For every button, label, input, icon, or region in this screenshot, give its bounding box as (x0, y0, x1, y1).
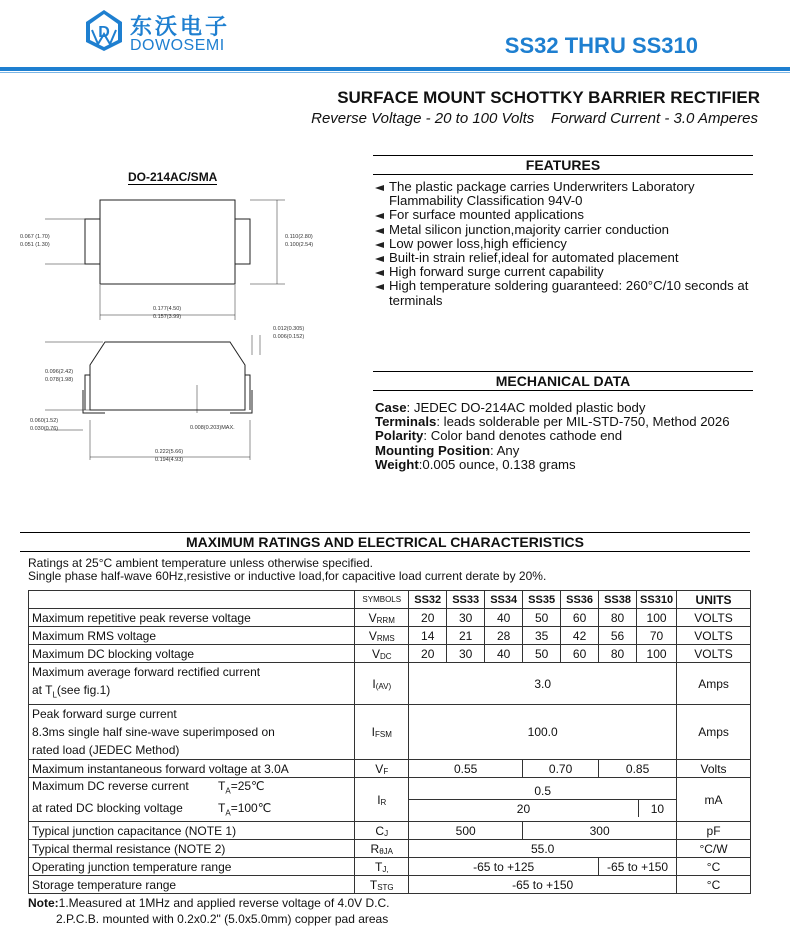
notes (28, 895, 390, 927)
value: 20 (409, 800, 638, 817)
value: 35 (523, 627, 561, 645)
package-label: DO-214AC/SMA (128, 170, 218, 184)
mounting-label: Mounting Position (375, 442, 490, 458)
value: 21 (447, 627, 485, 645)
note-label: Note: (28, 896, 59, 910)
unit: Amps (677, 663, 751, 705)
unit: VOLTS (677, 627, 751, 645)
dim-height-max: 0.110(2.80) (285, 234, 313, 240)
symbol: $T_{STG}$ (355, 876, 409, 894)
value: 100 (637, 645, 677, 663)
param-label: Typical thermal resistance (NOTE 2) (29, 840, 355, 858)
value: -65 to +150 (409, 876, 677, 894)
value: 50 (523, 609, 561, 627)
table-row (29, 627, 751, 645)
symbol: $I_R$ (355, 778, 409, 822)
unit: VOLTS (677, 609, 751, 627)
value: 0.70 (523, 760, 599, 778)
table-row (29, 822, 751, 840)
value: 300 (523, 822, 677, 840)
part-header: SS32 (409, 591, 447, 609)
ratings-table (28, 590, 751, 894)
table-row (29, 609, 751, 627)
feature-item: High temperature soldering guaranteed: 260°C/10 seconds at terminals (375, 279, 765, 307)
feature-item: Built-in strain relief,ideal for automated placement (375, 251, 765, 265)
symbol: $V_{RMS}$ (355, 627, 409, 645)
table-row (29, 876, 751, 894)
dim-lead-min: 0.006(0.152) (273, 334, 305, 340)
symbol: $C_J$ (355, 822, 409, 840)
unit: °C/W (677, 840, 751, 858)
header-rule (0, 67, 790, 71)
dim-standoff: 0.008(0.203)MAX. (190, 425, 235, 431)
value: 28 (485, 627, 523, 645)
weight-text: :0.005 ounce, 0.138 grams (418, 456, 576, 472)
param-label: Operating junction temperature range (29, 858, 355, 876)
part-header: SS34 (485, 591, 523, 609)
value: 0.55 (409, 760, 523, 778)
symbol: $R_{\theta JA}$ (355, 840, 409, 858)
symbol: $V_F$ (355, 760, 409, 778)
weight-label: Weight (375, 456, 419, 472)
value: 100 (637, 609, 677, 627)
dim-lead-max: 0.012(0.305) (273, 326, 305, 332)
param-label: Maximum DC blocking voltage (29, 645, 355, 663)
param-label: Peak forward surge current 8.3ms single half sine-wave superimposed on rated load (JEDEC Method) (29, 705, 355, 760)
ir-values (409, 778, 677, 822)
value: 20 (409, 609, 447, 627)
value: 56 (599, 627, 637, 645)
dim-width-min: 0.051 (1.30) (20, 242, 50, 248)
units-header: UNITS (677, 591, 751, 609)
part-header: SS33 (447, 591, 485, 609)
dim-overall-min: 0.194(4.93) (155, 457, 184, 463)
feature-item: The plastic package carries Underwriters Laboratory Flammability Classification 94V-0 (375, 180, 765, 208)
symbol: $V_{DC}$ (355, 645, 409, 663)
table-header-row (29, 591, 751, 609)
dim-width-max: 0.067 (1.70) (20, 234, 50, 240)
value: 100.0 (409, 705, 677, 760)
value: 30 (447, 645, 485, 663)
polarity-label: Polarity (375, 428, 424, 444)
features-list (375, 180, 765, 308)
value: 40 (485, 609, 523, 627)
unit: pF (677, 822, 751, 840)
value: 80 (599, 609, 637, 627)
header-rule-thin (0, 72, 790, 73)
feature-item: Low power loss,high efficiency (375, 237, 765, 251)
value: -65 to +150 (599, 858, 677, 876)
param-label: Maximum average forward rectified current at $T_L(see$ fig.1) (29, 663, 355, 705)
dim-thickness-min: 0.078(1.98) (45, 377, 74, 383)
ratings-conditions (28, 557, 546, 583)
brand-english-name: DOWOSEMI (130, 37, 225, 54)
feature-item: Metal silicon junction,majority carrier conduction (375, 223, 765, 237)
unit: mA (677, 778, 751, 822)
product-title: SURFACE MOUNT SCHOTTKY BARRIER RECTIFIER (337, 88, 760, 107)
value: 60 (561, 609, 599, 627)
table-row (29, 645, 751, 663)
table-row (29, 760, 751, 778)
value: 42 (561, 627, 599, 645)
symbol: $I_{FSM}$ (355, 705, 409, 760)
mounting-text: : Any (490, 442, 520, 458)
symbol: $I_{(AV)}$ (355, 663, 409, 705)
symbol: $T_{J,}$ (355, 858, 409, 876)
mechanical-heading: MECHANICAL DATA (373, 371, 753, 391)
part-header: SS38 (599, 591, 637, 609)
unit: Amps (677, 705, 751, 760)
value: 70 (637, 627, 677, 645)
param-label: Maximum instantaneous forward voltage at 3.0A (29, 760, 355, 778)
part-header: SS35 (523, 591, 561, 609)
feature-item: High forward surge current capability (375, 265, 765, 279)
value: 14 (409, 627, 447, 645)
ratings-heading: MAXIMUM RATINGS AND ELECTRICAL CHARACTERISTICS (20, 532, 750, 552)
note-1: 1.Measured at 1MHz and applied reverse voltage of 4.0V D.C. (58, 896, 390, 910)
polarity-text: : Color band denotes cathode end (423, 428, 623, 444)
param-label: Maximum DC reverse current $T_A=25℃$ at rated DC blocking voltage $T_A=100℃$ (29, 778, 355, 822)
dim-thickness-max: 0.096(2.42) (45, 369, 74, 375)
param-label: Storage temperature range (29, 876, 355, 894)
value: 10 (650, 801, 665, 816)
dim-length-max: 0.177(4.50) (153, 306, 182, 312)
dim-overall-max: 0.222(5.66) (155, 449, 184, 455)
value: 60 (561, 645, 599, 663)
terminals-text: : leads solderable per MIL-STD-750, Method 2026 (436, 414, 730, 430)
value: 500 (409, 822, 523, 840)
dim-length-min: 0.157(3.99) (153, 314, 182, 320)
value: 30 (447, 609, 485, 627)
dowosemi-logo (84, 8, 124, 52)
unit: °C (677, 876, 751, 894)
brand-chinese-name: 东沃电子 (130, 14, 231, 40)
ratings-note-1: Ratings at 25°C ambient temperature unless otherwise specified. (28, 556, 373, 570)
value: -65 to +125 (409, 858, 599, 876)
svg-text:D: D (98, 24, 110, 41)
dim-height-min: 0.100(2.54) (285, 242, 314, 248)
dim-foot-max: 0.060(1.52) (30, 418, 59, 424)
table-row (29, 705, 751, 760)
unit: Volts (677, 760, 751, 778)
value: 0.85 (599, 760, 677, 778)
features-heading: FEATURES (373, 155, 753, 175)
feature-item: For surface mounted applications (375, 208, 765, 222)
value: 50 (523, 645, 561, 663)
case-text: : JEDEC DO-214AC molded plastic body (406, 400, 646, 415)
symbols-header: SYMBOLS (355, 591, 409, 609)
value: 20 (409, 645, 447, 663)
unit: °C (677, 858, 751, 876)
ratings-note-2: Single phase half-wave 60Hz,resistive or inductive load,for capacitive load current derate by 20%. (28, 569, 547, 583)
product-subtitle: Reverse Voltage - 20 to 100 Volts Forward Current - 3.0 Amperes (311, 110, 758, 127)
note-2: 2.P.C.B. mounted with 0.2x0.2" (5.0x5.0mm) copper pad areas (56, 912, 389, 926)
param-label: Typical junction capacitance (NOTE 1) (29, 822, 355, 840)
case-label: Case (375, 400, 407, 415)
param-label: Maximum repetitive peak reverse voltage (29, 609, 355, 627)
value: 80 (599, 645, 637, 663)
table-row (29, 858, 751, 876)
table-row (29, 840, 751, 858)
symbol: $V_{RRM}$ (355, 609, 409, 627)
dim-foot-min: 0.030(0.76) (30, 426, 59, 432)
value: 0.5 (409, 783, 676, 800)
value: 55.0 (409, 840, 677, 858)
param-label: Maximum RMS voltage (29, 627, 355, 645)
value: 3.0 (409, 663, 677, 705)
table-row (29, 778, 751, 822)
package-outline-drawing (15, 185, 365, 475)
unit: VOLTS (677, 645, 751, 663)
table-row (29, 663, 751, 705)
part-number-title: SS32 THRU SS310 (504, 33, 698, 58)
value: 40 (485, 645, 523, 663)
terminals-label: Terminals (375, 414, 437, 430)
part-header: SS310 (637, 591, 677, 609)
mechanical-data (375, 401, 765, 472)
part-header: SS36 (561, 591, 599, 609)
